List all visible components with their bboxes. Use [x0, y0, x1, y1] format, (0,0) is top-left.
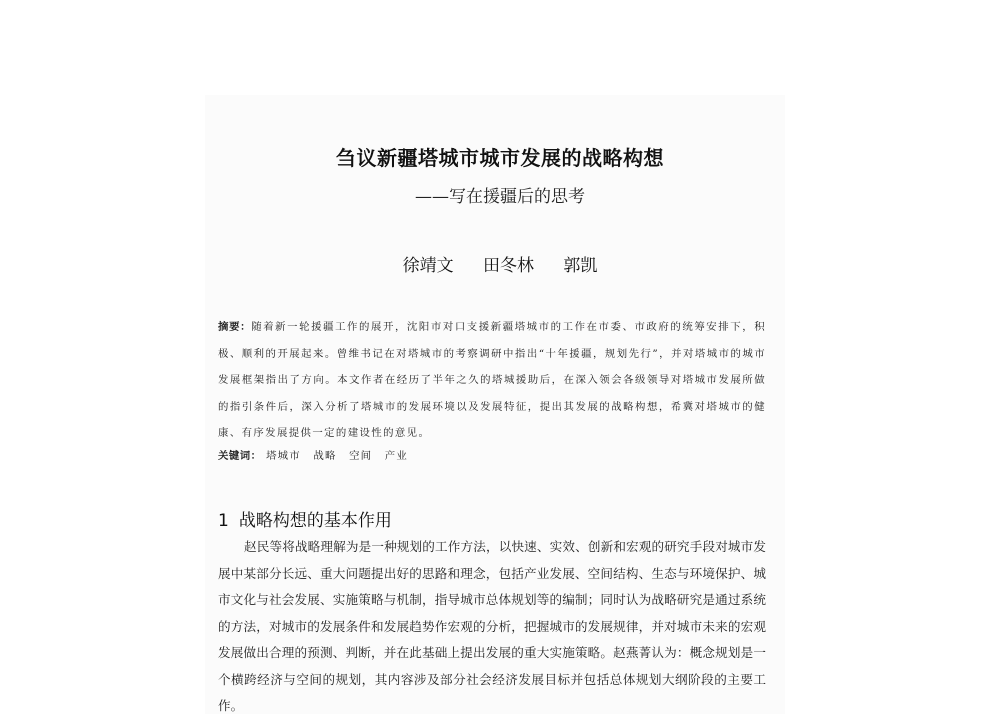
keywords — [218, 447, 416, 462]
abstract — [218, 314, 766, 447]
author-name: 田冬林 — [483, 256, 534, 276]
section-body: 赵民等将战略理解为是一种规划的工作方法，以快速、实效、创新和宏观的研究手段对城市发展中某部分长远、重大问题提出好的思路和理念，包括产业发展、空间结构、生态与环境保护、城市文化与社会发展、实施策略与机制，指导城市总体规划等的编制；同时认为战略研究是通过系统的方法，对城市的发展条件和发展趋势作宏观的分析，把握城市的发展规律，并对城市未来的宏观发展做出合理的预测、判断，并在此基础上提出发展的重大实施策略。赵燕菁认为：概念规划是一个横跨经济与空间的规划，其内容涉及部分社会经济发展目标并包括总体规划大纲阶段的主要工作。 — [218, 539, 766, 713]
author-name: 郭凯 — [563, 256, 598, 276]
abstract-text: 随着新一轮援疆工作的展开，沈阳市对口支援新疆塔城市的工作在市委、市政府的统筹安排下，积极、顺利的开展起来。曾维书记在对塔城市的考察调研中指出“十年援疆，规划先行”，并对塔城市的城市发展框架指出了方向。本文作者在经历了半年之久的塔城援助后，在深入领会各级领导对塔城市发展所做的指引条件后，深入分析了塔城市的发展环境以及发展特征，提出其发展的战略构想，希冀对塔城市的健康、有序发展提供一定的建设性的意见。 — [218, 321, 766, 439]
keyword: 塔城市 — [266, 450, 301, 462]
section-number: 1 — [218, 511, 229, 531]
keywords-label: 关键词： — [218, 450, 262, 462]
section-title: 战略构想的基本作用 — [238, 511, 392, 531]
keyword: 战略 — [313, 450, 337, 462]
paper-title: 刍议新疆塔城市城市发展的战略构想 — [336, 146, 664, 170]
section-heading — [218, 506, 392, 531]
keyword: 产业 — [384, 450, 408, 462]
abstract-label: 摘要： — [218, 321, 252, 333]
author-name: 徐靖文 — [402, 256, 454, 276]
keyword: 空间 — [349, 450, 373, 462]
paper-subtitle: ——写在援疆后的思考 — [415, 187, 585, 207]
author-list — [0, 251, 1000, 276]
